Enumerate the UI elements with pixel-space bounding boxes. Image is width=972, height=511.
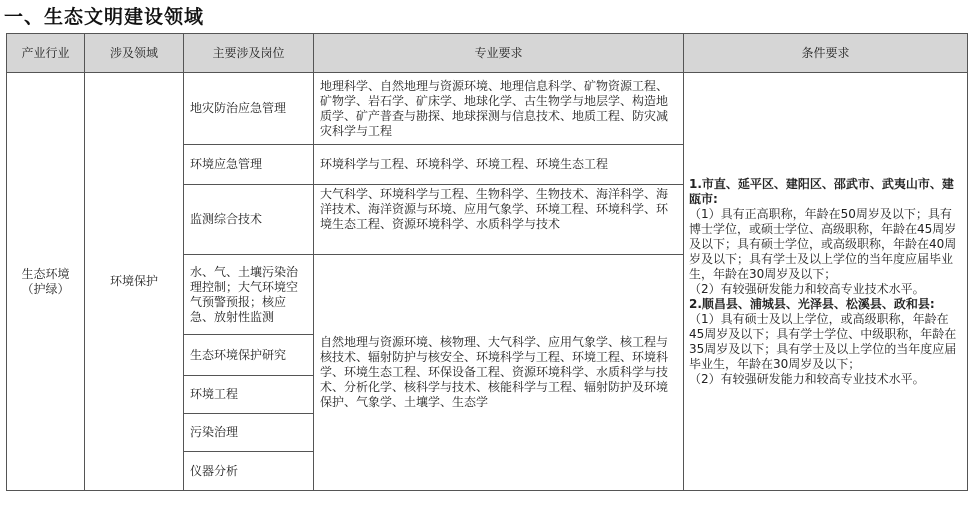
- major-cell: 自然地理与资源环境、核物理、大气科学、应用气象学、核工程与核技术、辐射防护与核安全、环境科学与工程、环境工程、环境科学、环境生态工程、环保设备工程、资源环境科学、水质科学与技术、分析化学、核科学与技术、核能科学与工程、辐射防护及环境保护、气象学、土壤学、生态学: [314, 255, 684, 491]
- major-cell: 大气科学、环境科学与工程、生物科学、生物技术、海洋科学、海洋技术、海洋资源与环境、应用气象学、环境工程、环境科学、环境生态工程、资源环境科学、水质科学与技术: [314, 185, 684, 255]
- major-cell: 环境科学与工程、环境科学、环境工程、环境生态工程: [314, 145, 684, 185]
- conditions-group1-item: （1）具有正高职称，年龄在50周岁及以下；具有博士学位，或硕士学位、高级职称，年龄在45周岁及以下；具有硕士学位，或高级职称，年龄在40周岁及以下；具有学士及以上学位的当年度应届毕业生，年龄在30周岁及以下；: [689, 206, 957, 281]
- section-heading: 一、生态文明建设领域: [4, 6, 205, 28]
- conditions-group1-title: 1.市直、延平区、建阳区、邵武市、武夷山市、建瓯市:: [689, 176, 954, 206]
- header-positions: 主要涉及岗位: [184, 34, 314, 73]
- conditions-cell: [684, 73, 968, 491]
- position-cell: 生态环境保护研究: [184, 335, 314, 376]
- position-cell: 仪器分析: [184, 452, 314, 491]
- conditions-group1-item: （2）有较强研发能力和较高专业技术水平。: [689, 281, 925, 296]
- table-row: [7, 73, 968, 145]
- table-header-row: [7, 34, 968, 73]
- industry-cell: 生态环境 （护绿）: [7, 73, 85, 491]
- conditions-group2-item: （2）有较强研发能力和较高专业技术水平。: [689, 371, 925, 386]
- header-industry: 产业行业: [7, 34, 85, 73]
- position-cell: 地灾防治应急管理: [184, 73, 314, 145]
- position-cell: 环境工程: [184, 376, 314, 414]
- major-cell: 地理科学、自然地理与资源环境、地理信息科学、矿物资源工程、矿物学、岩石学、矿床学、地球化学、古生物学与地层学、构造地质学、矿产普查与勘探、地球探测与信息技术、地质工程、防灾减灾科学与工程: [314, 73, 684, 145]
- header-field: 涉及领域: [85, 34, 184, 73]
- position-cell: 环境应急管理: [184, 145, 314, 185]
- field-cell: 环境保护: [85, 73, 184, 491]
- position-cell: 监测综合技术: [184, 185, 314, 255]
- header-majors: 专业要求: [314, 34, 684, 73]
- position-cell: 污染治理: [184, 414, 314, 452]
- position-cell: 水、气、土壤污染治理控制；大气环境空气预警预报；核应急、放射性监测: [184, 255, 314, 335]
- conditions-group2-title: 2.顺昌县、浦城县、光泽县、松溪县、政和县:: [689, 296, 935, 311]
- header-conditions: 条件要求: [684, 34, 968, 73]
- requirements-table: [6, 33, 968, 491]
- conditions-group2-item: （1）具有硕士及以上学位，或高级职称，年龄在45周岁及以下；具有学士学位、中级职称，年龄在35周岁及以下；具有学士及以上学位的当年度应届毕业生，年龄在30周岁及以下；: [689, 311, 957, 371]
